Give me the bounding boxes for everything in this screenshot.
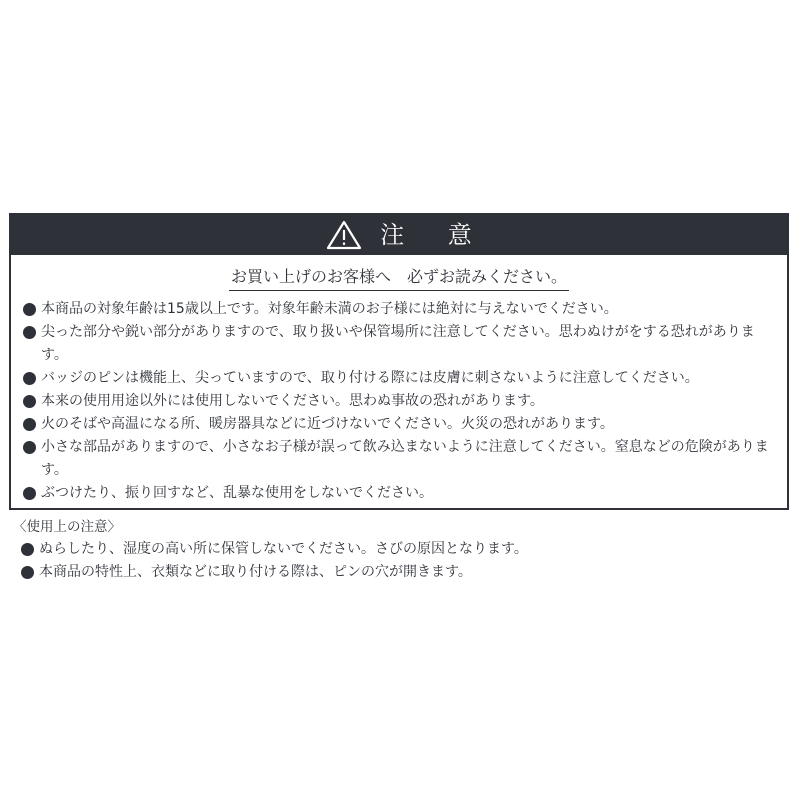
warning-text: 本商品の対象年齢は15歳以上です。対象年齢未満のお子様には絶対に与えないでください。 xyxy=(41,301,618,317)
subtitle-wrap xyxy=(11,264,787,298)
caution-header-bar xyxy=(11,215,787,255)
warning-triangle-icon xyxy=(326,220,362,250)
caution-notice-box xyxy=(9,213,789,510)
warning-text: 本来の使用用途以外には使用しないでください。思わぬ事故の恐れがあります。 xyxy=(41,393,544,409)
warning-item xyxy=(23,390,777,413)
warning-item xyxy=(23,482,777,505)
bullet-icon xyxy=(23,372,36,385)
bullet-icon xyxy=(23,326,36,339)
warning-text: ぶつけたり、振り回すなど、乱暴な使用をしないでください。 xyxy=(41,485,433,501)
bullet-icon xyxy=(23,487,36,500)
warning-list xyxy=(11,298,787,505)
warning-item xyxy=(23,367,777,390)
notice-subtitle: お買い上げのお客様へ 必ずお読みください。 xyxy=(229,264,569,291)
warning-text: 小さな部品がありますので、小さなお子様が誤って飲み込まないように注意してください。窒息などの危険があります。 xyxy=(41,439,769,478)
bullet-icon xyxy=(23,418,36,431)
bullet-icon xyxy=(21,543,34,556)
warning-text: 尖った部分や鋭い部分がありますので、取り扱いや保管場所に注意してください。思わぬけがをする恐れがあります。 xyxy=(41,324,755,363)
warning-item xyxy=(23,298,777,321)
usage-text: 本商品の特性上、衣類などに取り付ける際は、ピンの穴が開きます。 xyxy=(39,564,472,580)
warning-text: バッジのピンは機能上、尖っていますので、取り付ける際には皮膚に刺さないように注意してください。 xyxy=(41,370,699,386)
usage-list xyxy=(9,538,789,584)
warning-item xyxy=(23,436,777,482)
bullet-icon xyxy=(23,441,36,454)
usage-notes-section xyxy=(9,516,789,584)
warning-item xyxy=(23,413,777,436)
bullet-icon xyxy=(23,303,36,316)
warning-item xyxy=(23,321,777,367)
usage-text: ぬらしたり、湿度の高い所に保管しないでください。さびの原因となります。 xyxy=(39,541,528,557)
usage-notes-title: 〈使用上の注意〉 xyxy=(13,519,121,535)
warning-text: 火のそばや高温になる所、暖房器具などに近づけないでください。火災の恐れがあります。 xyxy=(41,416,614,432)
bullet-icon xyxy=(23,395,36,408)
caution-title: 注 意 xyxy=(380,221,490,249)
bullet-icon xyxy=(21,566,34,579)
usage-item xyxy=(21,561,789,584)
usage-item xyxy=(21,538,789,561)
